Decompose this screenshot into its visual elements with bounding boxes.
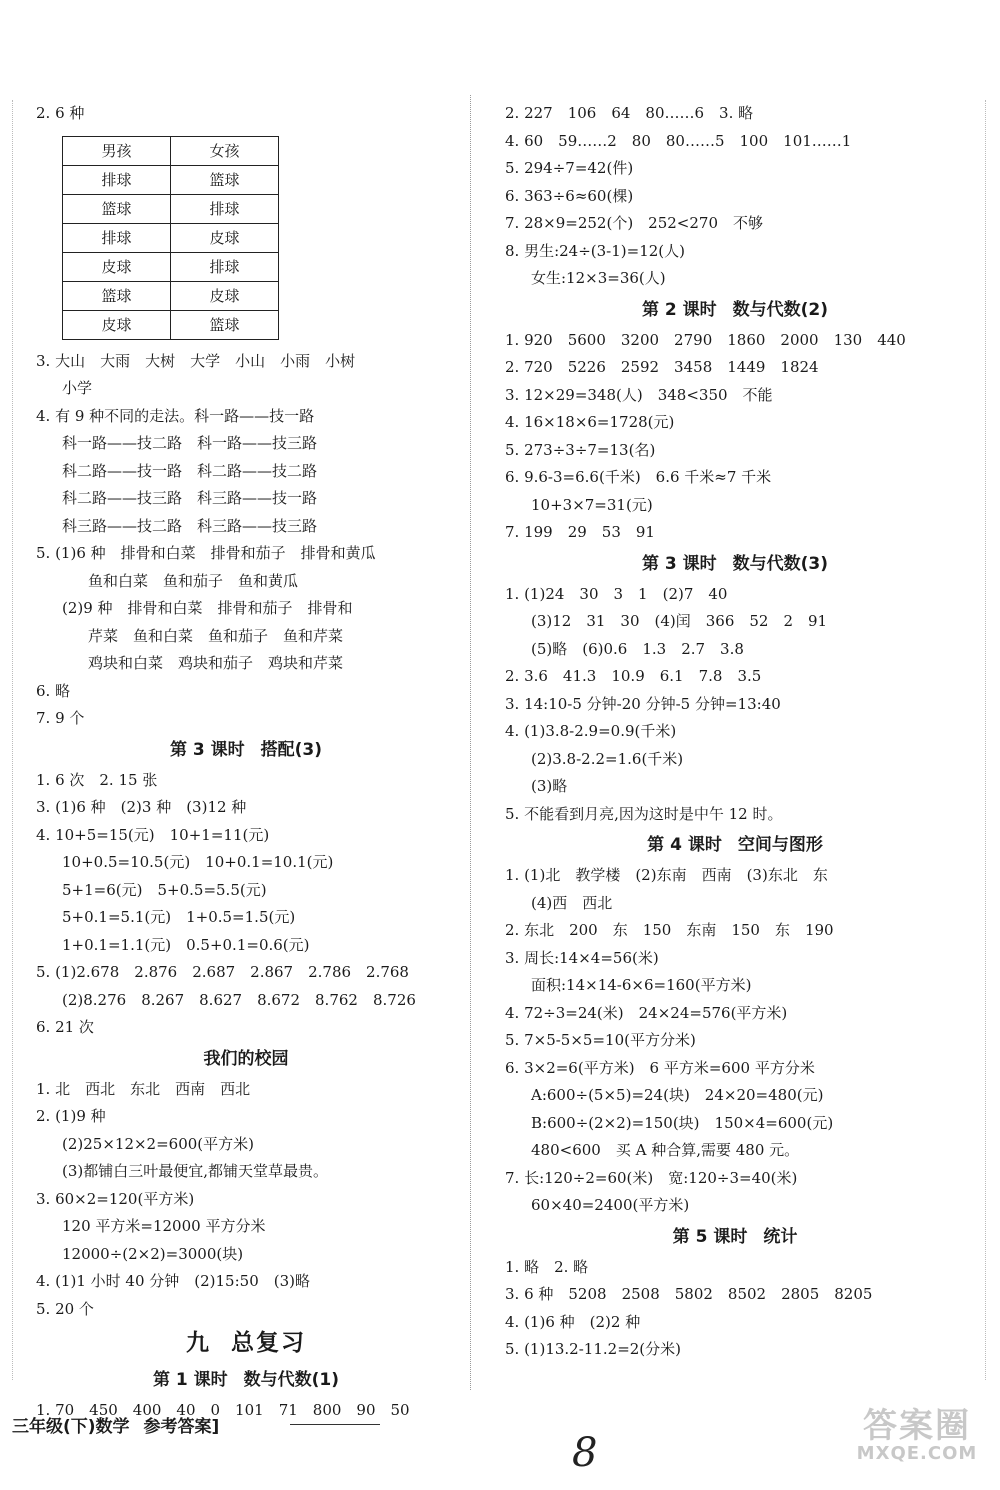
table-header-cell: 男孩 xyxy=(63,136,171,165)
answer-line: 4. (1)1 小时 40 分钟 (2)15:50 (3)略 xyxy=(36,1272,310,1290)
answer-line: 3. 周长:14×4=56(米) xyxy=(505,948,659,967)
answer-line: 10+3×7=31(元) xyxy=(531,495,653,514)
answer-line: 3. 大山 大雨 大树 大学 小山 小雨 小树 xyxy=(36,351,356,370)
footer-label: 参考答案] xyxy=(143,1417,220,1437)
table-cell: 篮球 xyxy=(63,194,171,223)
answer-line: 5. 不能看到月亮,因为这时是中午 12 时。 xyxy=(505,804,783,823)
unit-heading xyxy=(36,1323,456,1363)
answer-line: (3)略 xyxy=(531,777,568,795)
lesson-number: 第 5 课时 xyxy=(672,1226,748,1247)
lesson-title: 统计 xyxy=(763,1226,798,1247)
answer-line: 科二路——技一路 科二路——技二路 xyxy=(62,461,318,480)
table-row xyxy=(63,310,279,339)
answer-line: (3)12 31 30 (4)闰 366 52 2 91 xyxy=(531,612,828,630)
table-cell: 篮球 xyxy=(171,310,279,339)
answer-line: 5+0.1=5.1(元) 1+0.5=1.5(元) xyxy=(62,908,296,926)
page-footer xyxy=(12,1412,219,1437)
footer-rule xyxy=(290,1424,380,1425)
right-column xyxy=(505,100,965,1364)
lesson-heading xyxy=(36,1363,456,1397)
answer-line: 3. (1)6 种 (2)3 种 (3)12 种 xyxy=(36,798,247,816)
answer-line: 8. 男生:24÷(3-1)=12(人) xyxy=(505,241,686,260)
table-row xyxy=(63,223,279,252)
answer-line: 女生:12×3=36(人) xyxy=(531,269,666,287)
left-edge-rule xyxy=(12,100,13,1380)
lesson-heading xyxy=(505,1220,965,1254)
answer-line: 120 平方米=12000 平方分米 xyxy=(62,1217,266,1235)
answer-line: 2. 3.6 41.3 10.9 6.1 7.8 3.5 xyxy=(505,667,762,685)
answer-line: 小学 xyxy=(62,379,93,397)
watermark-url: MXQE.COM xyxy=(856,1443,978,1464)
lesson-title: 数与代数(1) xyxy=(243,1370,340,1390)
pairing-table xyxy=(62,136,279,340)
table-cell: 排球 xyxy=(63,223,171,252)
table-row xyxy=(63,252,279,281)
answer-line: 1. 略 2. 略 xyxy=(505,1257,589,1276)
unit-title: 总复习 xyxy=(231,1330,306,1356)
watermark-logo xyxy=(842,1398,992,1464)
answer-line: 6. 363÷6≈60(棵) xyxy=(505,186,634,205)
lesson-heading xyxy=(505,547,965,581)
answer-line: 3. 6 种 5208 2508 5802 8502 2805 8205 xyxy=(505,1285,873,1303)
lesson-number: 第 2 课时 xyxy=(641,299,717,320)
answer-line: 鸡块和白菜 鸡块和茄子 鸡块和芹菜 xyxy=(88,654,344,672)
answer-line: 1. 920 5600 3200 2790 1860 2000 130 440 xyxy=(505,330,906,349)
answer-line: 5+1=6(元) 5+0.5=5.5(元) xyxy=(62,880,267,899)
answer-line: 5. 7×5-5×5=10(平方分米) xyxy=(505,1031,696,1049)
answer-line: 2. 东北 200 东 150 东南 150 东 190 xyxy=(505,921,834,939)
lesson-title: 数与代数(2) xyxy=(732,299,829,320)
answer-line: 5. (1)6 种 排骨和白菜 排骨和茄子 排骨和黄瓜 xyxy=(36,544,376,562)
column-divider xyxy=(470,95,471,1390)
table-row xyxy=(63,281,279,310)
table-cell: 皮球 xyxy=(63,310,171,339)
answer-line: 4. 有 9 种不同的走法。科一路——技一路 xyxy=(36,406,315,425)
answer-line: 4. (1)6 种 (2)2 种 xyxy=(505,1312,641,1331)
answer-line: 1. 6 次 2. 15 张 xyxy=(36,770,158,789)
watermark-title: 答案圈 xyxy=(863,1406,971,1446)
answer-line: 60×40=2400(平方米) xyxy=(531,1196,690,1214)
answer-line: (2)3.8-2.2=1.6(千米) xyxy=(531,749,684,768)
answer-line: 1. (1)北 教学楼 (2)东南 西南 (3)东北 东 xyxy=(505,866,828,884)
lesson-number: 第 3 课时 xyxy=(169,739,245,760)
answer-line: 2. (1)9 种 xyxy=(36,1107,106,1125)
lesson-title: 搭配(3) xyxy=(260,739,323,760)
answer-line: 鱼和白菜 鱼和茄子 鱼和黄瓜 xyxy=(88,571,299,590)
table-cell: 排球 xyxy=(63,165,171,194)
table-row xyxy=(63,194,279,223)
lesson-title: 空间与图形 xyxy=(737,835,823,855)
answer-line: 1. (1)24 30 3 1 (2)7 40 xyxy=(505,584,728,603)
lesson-number: 第 4 课时 xyxy=(647,835,722,855)
section-heading: 我们的校园 xyxy=(203,1048,289,1069)
lesson-heading xyxy=(505,293,965,327)
answer-line: 3. 14:10-5 分钟-20 分钟-5 分钟=13:40 xyxy=(505,694,781,713)
footer-grade: 三年级(下)数学 xyxy=(12,1417,130,1437)
table-cell: 皮球 xyxy=(171,281,279,310)
answer-line: 科二路——技三路 科三路——技一路 xyxy=(62,489,318,507)
answer-line: (2)8.276 8.267 8.627 8.672 8.762 8.726 xyxy=(62,990,416,1009)
answer-line: 科三路——技二路 科三路——技三路 xyxy=(62,516,318,535)
answer-line: 6. 略 xyxy=(36,681,71,700)
answer-line: (2)25×12×2=600(平方米) xyxy=(62,1134,255,1153)
answer-line: 10+0.5=10.5(元) 10+0.1=10.1(元) xyxy=(62,853,334,871)
answer-line: 7. 28×9=252(个) 252<270 不够 xyxy=(505,214,764,232)
answer-line: 6. 3×2=6(平方米) 6 平方米=600 平方分米 xyxy=(505,1058,815,1077)
answer-line: 12000÷(2×2)=3000(块) xyxy=(62,1244,244,1263)
lesson-heading xyxy=(36,733,456,767)
answer-line: 480<600 买 A 种合算,需要 480 元。 xyxy=(531,1141,800,1159)
table-cell: 排球 xyxy=(171,252,279,281)
table-header-row xyxy=(63,136,279,165)
answer-line: 6. 9.6-3=6.6(千米) 6.6 千米≈7 千米 xyxy=(505,468,772,486)
table-cell: 排球 xyxy=(171,194,279,223)
answer-line: 科一路——技二路 科一路——技三路 xyxy=(62,434,318,452)
answer-line: 1. 北 西北 东北 西南 西北 xyxy=(36,1079,251,1098)
answer-line: (2)9 种 排骨和白菜 排骨和茄子 排骨和 xyxy=(62,599,353,617)
table-header-cell: 女孩 xyxy=(171,136,279,165)
answer-line: 7. 长:120÷2=60(米) 宽:120÷3=40(米) xyxy=(505,1168,798,1187)
answer-line: 芹菜 鱼和白菜 鱼和茄子 鱼和芹菜 xyxy=(88,626,344,645)
table-cell: 篮球 xyxy=(63,281,171,310)
answer-line: 3. 12×29=348(人) 348<350 不能 xyxy=(505,385,773,404)
answer-line: 3. 60×2=120(平方米) xyxy=(36,1189,195,1208)
lesson-number: 第 3 课时 xyxy=(641,553,717,574)
answer-line: 7. 9 个 xyxy=(36,709,85,727)
page-number: 8 xyxy=(572,1430,598,1476)
table-cell: 皮球 xyxy=(171,223,279,252)
answer-line: B:600÷(2×2)=150(块) 150×4=600(元) xyxy=(531,1113,834,1132)
answer-line: 2. 6 种 xyxy=(36,104,85,122)
lesson-heading xyxy=(505,828,965,862)
answer-line: 5. 273÷3÷7=13(名) xyxy=(505,440,656,459)
answer-line: 2. 720 5226 2592 3458 1449 1824 xyxy=(505,358,819,376)
answer-line: 4. 72÷3=24(米) 24×24=576(平方米) xyxy=(505,1003,788,1022)
table-row xyxy=(63,165,279,194)
answer-line: 5. (1)13.2-11.2=2(分米) xyxy=(505,1340,682,1358)
answer-line: 5. 20 个 xyxy=(36,1299,94,1318)
answer-line: (5)略 (6)0.6 1.3 2.7 3.8 xyxy=(531,639,744,658)
right-edge-rule xyxy=(985,100,986,1380)
answer-line: 4. (1)3.8-2.9=0.9(千米) xyxy=(505,722,677,740)
answer-line: (3)都铺白三叶最便宜,都铺天堂草最贵。 xyxy=(62,1162,329,1180)
lesson-number: 第 1 课时 xyxy=(152,1370,228,1390)
answer-line: 5. (1)2.678 2.876 2.687 2.867 2.786 2.768 xyxy=(36,963,409,981)
answer-line: 1+0.1=1.1(元) 0.5+0.1=0.6(元) xyxy=(62,935,310,954)
answer-line: 5. 294÷7=42(件) xyxy=(505,159,634,177)
answer-line: 面积:14×14-6×6=160(平方米) xyxy=(531,976,752,994)
answer-line: 1. 70 450 400 40 0 101 71 800 90 50 xyxy=(36,1401,410,1419)
left-column xyxy=(36,100,456,1425)
answer-line: 7. 199 29 53 91 xyxy=(505,523,655,541)
answer-line: 4. 10+5=15(元) 10+1=11(元) xyxy=(36,825,270,844)
answer-line: 6. 21 次 xyxy=(36,1018,94,1036)
table-cell: 皮球 xyxy=(63,252,171,281)
answer-line: 4. 16×18×6=1728(元) xyxy=(505,413,675,431)
lesson-title: 数与代数(3) xyxy=(732,553,829,574)
table-cell: 篮球 xyxy=(171,165,279,194)
answer-line: 4. 60 59……2 80 80……5 100 101……1 xyxy=(505,131,852,150)
answer-line: (4)西 西北 xyxy=(531,893,613,912)
unit-number: 九 xyxy=(186,1330,211,1356)
answer-line: 2. 227 106 64 80……6 3. 略 xyxy=(505,104,754,122)
answer-line: A:600÷(5×5)=24(块) 24×20=480(元) xyxy=(531,1086,824,1104)
